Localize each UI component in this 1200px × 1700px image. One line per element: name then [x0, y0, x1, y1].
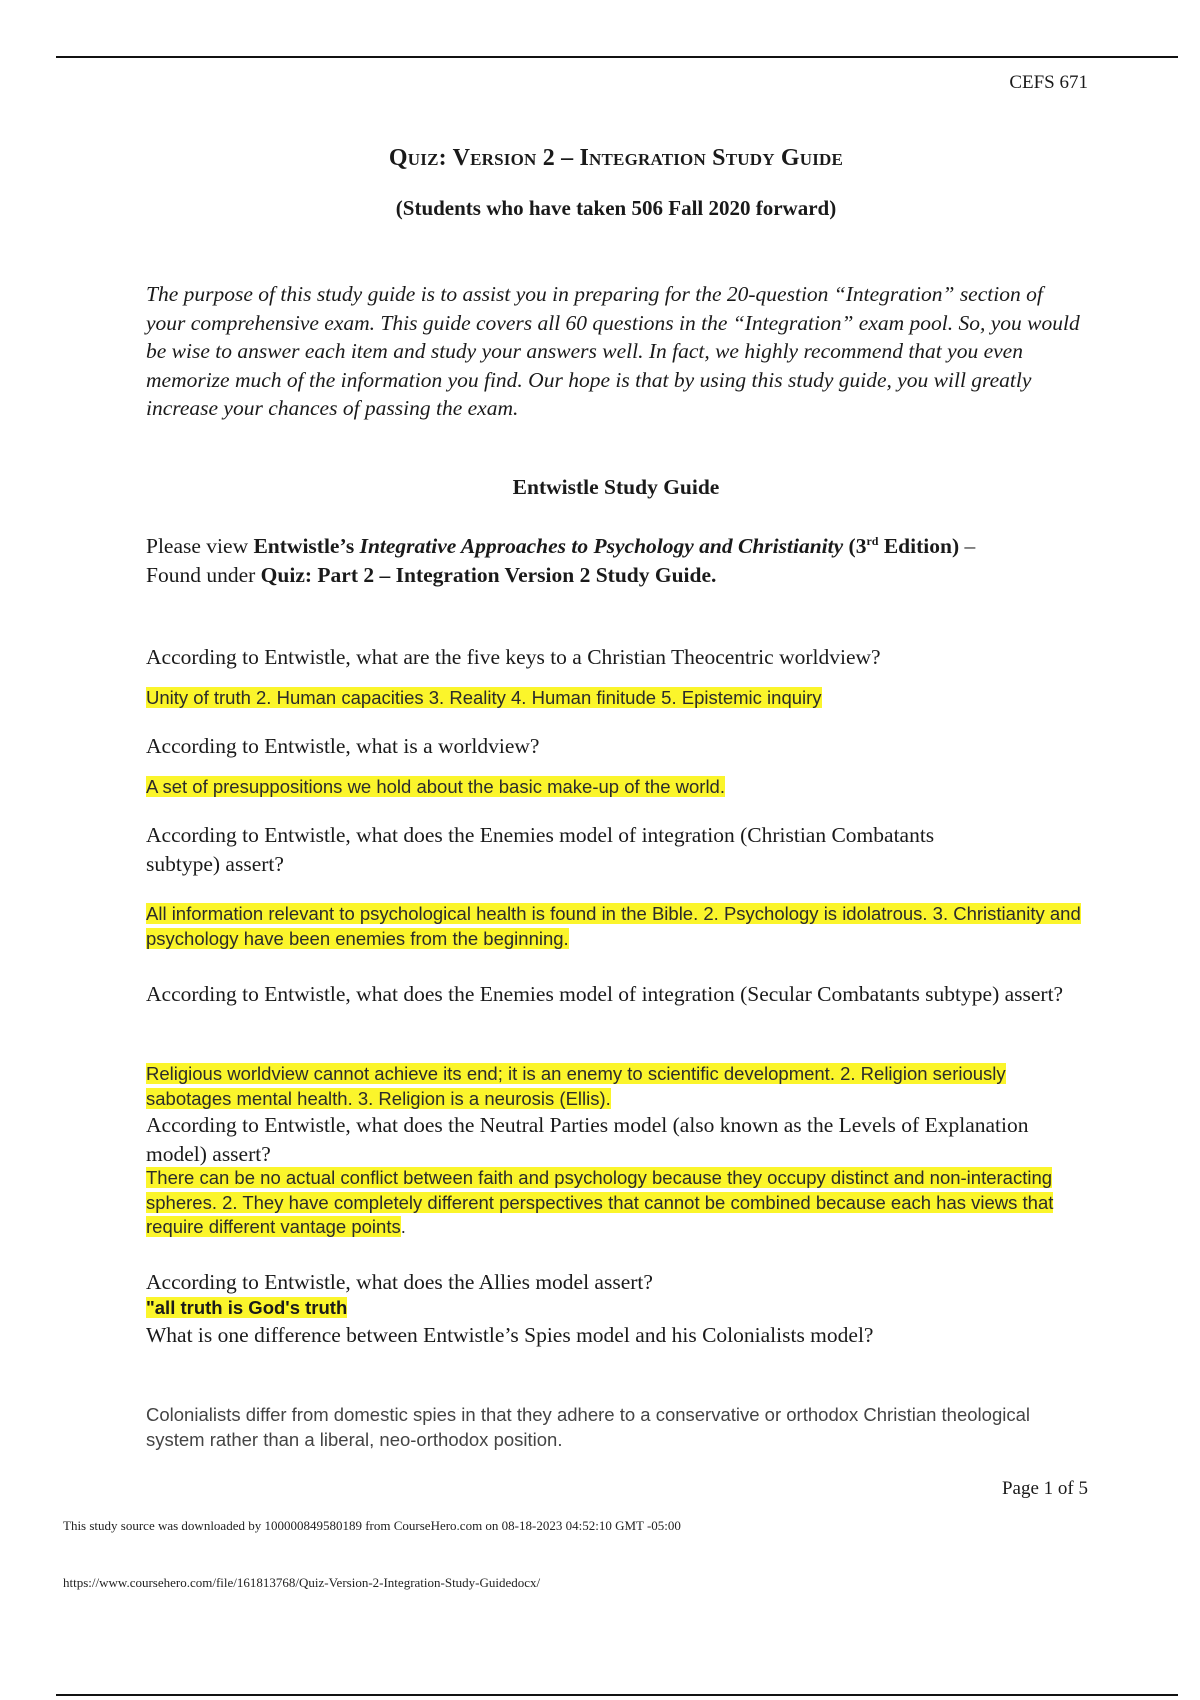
answer-2	[146, 775, 1086, 800]
view-note-edition-close: Edition)	[878, 534, 960, 558]
answer-1	[146, 686, 1086, 711]
view-note-author: Entwistle’s	[253, 534, 360, 558]
view-note-edition-sup: rd	[866, 533, 879, 548]
question-5: According to Entwistle, what does the Neutral Parties model (also known as the Levels of Explanation model) assert?	[146, 1113, 1029, 1166]
answer-5	[146, 1166, 1091, 1240]
bottom-rule	[56, 1694, 1178, 1696]
intro-paragraph: The purpose of this study guide is to assist you in preparing for the 20-question “Integration” section of your comprehensive exam. This guide covers all 60 questions in the “Integration” exam pool. So, you would be wise to answer each item and study your answers well. In fact, we highly recommend that you even memorize much of the information you find. Our hope is that by using this study guide, you will greatly increase your chances of passing the exam.	[146, 282, 1080, 420]
view-note-dash: –	[959, 534, 976, 558]
answer-3	[146, 902, 1086, 951]
section-heading: Entwistle Study Guide	[512, 475, 720, 499]
source-url: https://www.coursehero.com/file/161813768/Quiz-Version-2-Integration-Study-Guidedocx/	[63, 1575, 541, 1590]
answer-7: Colonialists differ from domestic spies in that they adhere to a conservative or orthodox Christian theological system rather than a liberal, neo-orthodox position.	[146, 1404, 1030, 1450]
answer-2-highlight: A set of presuppositions we hold about the basic make-up of the world.	[146, 776, 725, 797]
view-note	[146, 532, 1106, 590]
question-3: According to Entwistle, what does the Enemies model of integration (Christian Combatants subtype) assert?	[146, 823, 935, 876]
answer-6	[146, 1296, 1086, 1321]
view-note-prefix: Please view	[146, 534, 254, 558]
answer-5-highlight: There can be no actual conflict between faith and psychology because they occupy distinct and non-interacting spheres. 2. They have completely different perspectives that cannot be combined because each has views that require different vantage points	[146, 1167, 1054, 1237]
question-4: According to Entwistle, what does the Enemies model of integration (Secular Combatants subtype) assert?	[146, 982, 1064, 1006]
question-1: According to Entwistle, what are the five keys to a Christian Theocentric worldview?	[146, 645, 881, 669]
view-note-found: Found under	[146, 563, 261, 587]
page-subtitle: (Students who have taken 506 Fall 2020 forward)	[395, 196, 837, 220]
question-2: According to Entwistle, what is a worldview?	[146, 734, 540, 758]
answer-6-highlight: "all truth is God's truth	[146, 1297, 348, 1318]
answer-4	[146, 1062, 1076, 1111]
view-note-edition-open: (3	[843, 534, 867, 558]
question-7: What is one difference between Entwistle’s Spies model and his Colonialists model?	[146, 1323, 874, 1347]
answer-1-highlight: Unity of truth 2. Human capacities 3. Reality 4. Human finitude 5. Epistemic inquiry	[146, 687, 822, 708]
view-note-location: Quiz: Part 2 – Integration Version 2 Study Guide.	[260, 563, 717, 587]
top-rule	[56, 56, 1178, 58]
page-number: Page 1 of 5	[1001, 1478, 1088, 1499]
view-note-book: Integrative Approaches to Psychology and Christianity	[359, 534, 844, 558]
course-code: CEFS 671	[1009, 72, 1088, 93]
download-note: This study source was downloaded by 100000849580189 from CourseHero.com on 08-18-2023 04:52:10 GMT -05:00	[63, 1518, 681, 1533]
answer-4-highlight: Religious worldview cannot achieve its end; it is an enemy to scientific development. 2. Religion seriously sabotages mental health. 3. Religion is a neurosis (Ellis).	[146, 1063, 1006, 1109]
answer-3-highlight: All information relevant to psychological health is found in the Bible. 2. Psychology is idolatrous. 3. Christianity and psychology have been enemies from the beginning.	[146, 903, 1081, 949]
page-title: Quiz: Version 2 – Integration Study Guide	[388, 145, 844, 171]
answer-5-tail: .	[400, 1216, 406, 1237]
question-6: According to Entwistle, what does the Allies model assert?	[146, 1270, 653, 1294]
